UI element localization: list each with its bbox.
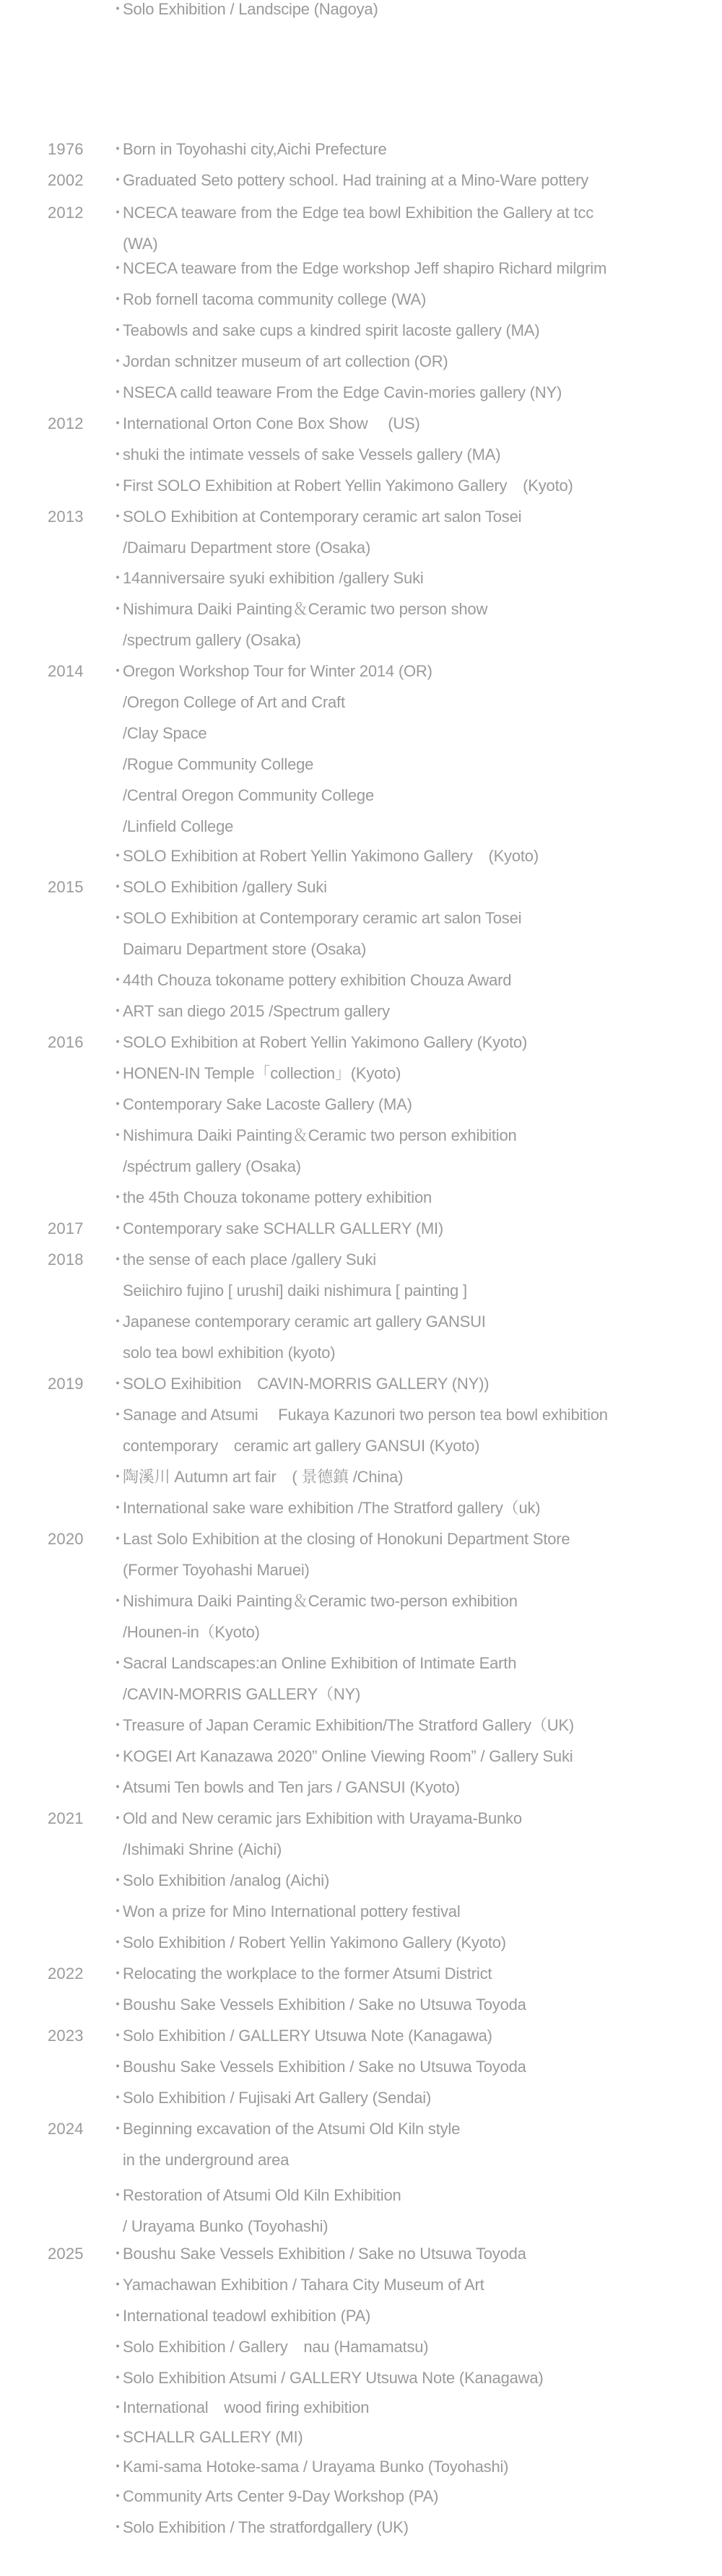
bullet-icon: ・ <box>110 259 126 277</box>
entry-line: Won a prize for Mino International pottery festival <box>123 1902 461 1920</box>
year-label: 1976 <box>48 140 84 158</box>
bullet-icon: ・ <box>110 1747 126 1765</box>
entry-line: Solo Exhibition / Landscipe (Nagoya) <box>123 0 378 18</box>
entry-line: /spectrum gallery (Osaka) <box>123 631 301 649</box>
entry-line: /Clay Space <box>123 724 207 742</box>
entry-line: 14anniversaire syuki exhibition /gallery Suki <box>123 569 424 587</box>
entry-line: SCHALLR GALLERY (MI) <box>123 2428 303 2446</box>
entry-line: Last Solo Exhibition at the closing of Honokuni Department Store <box>123 1530 570 1548</box>
entry-line: Community Arts Center 9-Day Workshop (PA) <box>123 2487 439 2505</box>
entry-line: KOGEI Art Kanazawa 2020” Online Viewing Room” / Gallery Suki <box>123 1747 573 1765</box>
bullet-icon: ・ <box>110 0 126 18</box>
entry-line: Solo Exhibition / The stratfordgallery (UK) <box>123 2518 409 2536</box>
bullet-icon: ・ <box>110 2518 126 2536</box>
bullet-icon: ・ <box>110 1716 126 1734</box>
entry-line: International teadowl exhibition (PA) <box>123 2307 371 2325</box>
entry-line: Treasure of Japan Ceramic Exhibition/The Stratford Gallery（UK) <box>123 1716 575 1734</box>
bullet-icon: ・ <box>110 2276 126 2294</box>
entry-line: Atsumi Ten bowls and Ten jars / GANSUI (Kyoto) <box>123 1778 460 1796</box>
bullet-icon: ・ <box>110 2120 126 2138</box>
year-label: 2018 <box>48 1250 84 1269</box>
entry-line: Japanese contemporary ceramic art gallery GANSUI <box>123 1313 486 1331</box>
bullet-icon: ・ <box>110 1313 126 1331</box>
entry-line: /Ishimaki Shrine (Aichi) <box>123 1840 282 1858</box>
bullet-icon: ・ <box>110 1250 126 1269</box>
entry-line: Solo Exhibition / Gallery nau (Hamamatsu) <box>123 2338 429 2356</box>
bullet-icon: ・ <box>110 1375 126 1393</box>
entry-line: Beginning excavation of the Atsumi Old Kiln style <box>123 2120 461 2138</box>
bullet-icon: ・ <box>110 1219 126 1237</box>
year-label: 2014 <box>48 662 84 680</box>
entry-line: /Linfield College <box>123 817 234 835</box>
year-label: 2015 <box>48 878 84 896</box>
entry-line: Daimaru Department store (Osaka) <box>123 940 367 958</box>
bullet-icon: ・ <box>110 1095 126 1113</box>
entry-line: Contemporary Sake Lacoste Gallery (MA) <box>123 1095 412 1113</box>
entry-line: Yamachawan Exhibition / Tahara City Museum of Art <box>123 2276 484 2294</box>
bullet-icon: ・ <box>110 321 126 339</box>
bullet-icon: ・ <box>110 171 126 189</box>
bullet-icon: ・ <box>110 1002 126 1020</box>
entry-line: (Former Toyohashi Maruei) <box>123 1561 310 1579</box>
bullet-icon: ・ <box>110 1530 126 1548</box>
entry-line: Relocating the workplace to the former Atsumi District <box>123 1964 492 1983</box>
bullet-icon: ・ <box>110 2027 126 2045</box>
bullet-icon: ・ <box>110 600 126 618</box>
entry-line: NCECA teaware from the Edge tea bowl Exhibition the Gallery at tcc <box>123 204 594 222</box>
entry-line: SOLO Exihibition CAVIN-MORRIS GALLERY (NY)) <box>123 1375 490 1393</box>
bullet-icon: ・ <box>110 2398 126 2416</box>
year-label: 2020 <box>48 1530 84 1548</box>
entry-line: Boushu Sake Vessels Exhibition / Sake no Utsuwa Toyoda <box>123 2245 526 2263</box>
bullet-icon: ・ <box>110 508 126 526</box>
entry-line: International Orton Cone Box Show (US) <box>123 414 420 432</box>
entry-line: Nishimura Daiki Painting＆Ceramic two person exhibition <box>123 1126 517 1144</box>
bullet-icon: ・ <box>110 1964 126 1983</box>
year-label: 2013 <box>48 508 84 526</box>
entry-line: (WA) <box>123 235 158 253</box>
bullet-icon: ・ <box>110 1902 126 1920</box>
entry-line: Sanage and Atsumi Fukaya Kazunori two person tea bowl exhibition <box>123 1406 608 1424</box>
bullet-icon: ・ <box>110 2487 126 2505</box>
bullet-icon: ・ <box>110 1778 126 1796</box>
entry-line: Solo Exhibition / GALLERY Utsuwa Note (Kanagawa) <box>123 2027 492 2045</box>
entry-line: shuki the intimate vessels of sake Vessels gallery (MA) <box>123 445 501 464</box>
entry-line: /Rogue Community College <box>123 755 314 773</box>
entry-line: Solo Exhibition Atsumi / GALLERY Utsuwa Note (Kanagawa) <box>123 2369 544 2387</box>
entry-line: / Urayama Bunko (Toyohashi) <box>123 2217 329 2235</box>
bullet-icon: ・ <box>110 2338 126 2356</box>
bullet-icon: ・ <box>110 2307 126 2325</box>
entry-line: Restoration of Atsumi Old Kiln Exhibition <box>123 2186 401 2204</box>
entry-line: contemporary ceramic art gallery GANSUI (Kyoto) <box>123 1437 480 1455</box>
year-label: 2023 <box>48 2027 84 2045</box>
entry-line: Oregon Workshop Tour for Winter 2014 (OR) <box>123 662 432 680</box>
bullet-icon: ・ <box>110 445 126 464</box>
bullet-icon: ・ <box>110 1996 126 2014</box>
bullet-icon: ・ <box>110 290 126 308</box>
bullet-icon: ・ <box>110 1933 126 1951</box>
bullet-icon: ・ <box>110 847 126 865</box>
entry-line: /spéctrum gallery (Osaka) <box>123 1157 301 1175</box>
year-label: 2025 <box>48 2245 84 2263</box>
bullet-icon: ・ <box>110 204 126 222</box>
entry-line: Born in Toyohashi city,Aichi Prefecture <box>123 140 387 158</box>
entry-line: 陶溪川 Autumn art fair ( 景德鎮 /China) <box>123 1468 404 1486</box>
year-label: 2012 <box>48 414 84 432</box>
entry-line: Teabowls and sake cups a kindred spirit lacoste gallery (MA) <box>123 321 540 339</box>
entry-line: SOLO Exhibition at Robert Yellin Yakimono Gallery (Kyoto) <box>123 1033 528 1051</box>
bullet-icon: ・ <box>110 1592 126 1610</box>
entry-line: SOLO Exhibition at Robert Yellin Yakimono Gallery (Kyoto) <box>123 847 539 865</box>
bullet-icon: ・ <box>110 1188 126 1206</box>
year-label: 2024 <box>48 2120 84 2138</box>
bullet-icon: ・ <box>110 909 126 927</box>
entry-line: Graduated Seto pottery school. Had training at a Mino-Ware pottery <box>123 171 589 189</box>
entry-line: solo tea bowl exhibition (kyoto) <box>123 1344 336 1362</box>
entry-line: /Central Oregon Community College <box>123 786 374 804</box>
bullet-icon: ・ <box>110 1033 126 1051</box>
entry-line: Sacral Landscapes:an Online Exhibition of Intimate Earth <box>123 1654 517 1672</box>
bullet-icon: ・ <box>110 2245 126 2263</box>
entry-line: Solo Exhibition /analog (Aichi) <box>123 1871 330 1889</box>
entry-line: /Daimaru Department store (Osaka) <box>123 539 371 557</box>
entry-line: 44th Chouza tokoname pottery exhibition Chouza Award <box>123 971 512 989</box>
entry-line: /CAVIN-MORRIS GALLERY（NY) <box>123 1685 361 1703</box>
bullet-icon: ・ <box>110 1126 126 1144</box>
entry-line: /Hounen-in（Kyoto) <box>123 1623 260 1641</box>
entry-line: Rob fornell tacoma community college (WA) <box>123 290 427 308</box>
bullet-icon: ・ <box>110 2089 126 2107</box>
entry-line: International sake ware exhibition /The Stratford gallery（uk) <box>123 1499 541 1517</box>
bullet-icon: ・ <box>110 2369 126 2387</box>
entry-line: Solo Exhibition / Robert Yellin Yakimono Gallery (Kyoto) <box>123 1933 506 1951</box>
entry-line: Contemporary sake SCHALLR GALLERY (MI) <box>123 1219 443 1237</box>
bullet-icon: ・ <box>110 1871 126 1889</box>
year-label: 2022 <box>48 1964 84 1983</box>
entry-line: NSECA calld teaware From the Edge Cavin-mories gallery (NY) <box>123 383 562 401</box>
bullet-icon: ・ <box>110 2428 126 2446</box>
year-label: 2017 <box>48 1219 84 1237</box>
entry-line: Old and New ceramic jars Exhibition with Urayama-Bunko <box>123 1809 522 1827</box>
bullet-icon: ・ <box>110 1064 126 1082</box>
bullet-icon: ・ <box>110 1499 126 1517</box>
year-label: 2002 <box>48 171 84 189</box>
entry-line: the sense of each place /gallery Suki <box>123 1250 376 1269</box>
bullet-icon: ・ <box>110 1468 126 1486</box>
entry-line: ART san diego 2015 /Spectrum gallery <box>123 1002 390 1020</box>
bullet-icon: ・ <box>110 414 126 432</box>
entry-line: NCECA teaware from the Edge workshop Jeff shapiro Richard milgrim <box>123 259 607 277</box>
entry-line: SOLO Exhibition at Contemporary ceramic art salon Tosei <box>123 909 522 927</box>
bullet-icon: ・ <box>110 662 126 680</box>
year-label: 2016 <box>48 1033 84 1051</box>
entry-line: Seiichiro fujino [ urushi] daiki nishimura [ painting ] <box>123 1282 467 1300</box>
entry-line: International wood firing exhibition <box>123 2398 370 2416</box>
bullet-icon: ・ <box>110 2186 126 2204</box>
bullet-icon: ・ <box>110 971 126 989</box>
entry-line: SOLO Exhibition at Contemporary ceramic art salon Tosei <box>123 508 522 526</box>
bullet-icon: ・ <box>110 1654 126 1672</box>
entry-line: Nishimura Daiki Painting＆Ceramic two-person exhibition <box>123 1592 518 1610</box>
entry-line: Solo Exhibition / Fujisaki Art Gallery (Sendai) <box>123 2089 432 2107</box>
bullet-icon: ・ <box>110 569 126 587</box>
bullet-icon: ・ <box>110 383 126 401</box>
entry-line: First SOLO Exhibition at Robert Yellin Yakimono Gallery (Kyoto) <box>123 477 573 495</box>
bullet-icon: ・ <box>110 2058 126 2076</box>
entry-line: SOLO Exhibition /gallery Suki <box>123 878 327 896</box>
bullet-icon: ・ <box>110 1809 126 1827</box>
entry-line: the 45th Chouza tokoname pottery exhibition <box>123 1188 432 1206</box>
bullet-icon: ・ <box>110 477 126 495</box>
entry-line: in the underground area <box>123 2151 290 2169</box>
bullet-icon: ・ <box>110 2458 126 2476</box>
bullet-icon: ・ <box>110 1406 126 1424</box>
bullet-icon: ・ <box>110 878 126 896</box>
entry-line: /Oregon College of Art and Craft <box>123 693 345 711</box>
entry-line: Boushu Sake Vessels Exhibition / Sake no Utsuwa Toyoda <box>123 1996 526 2014</box>
entry-line: Nishimura Daiki Painting＆Ceramic two person show <box>123 600 488 618</box>
bullet-icon: ・ <box>110 140 126 158</box>
year-label: 2021 <box>48 1809 84 1827</box>
entry-line: Jordan schnitzer museum of art collection (OR) <box>123 352 448 370</box>
entry-line: Kami-sama Hotoke-sama / Urayama Bunko (Toyohashi) <box>123 2458 509 2476</box>
year-label: 2019 <box>48 1375 84 1393</box>
entry-line: HONEN-IN Temple「collection」(Kyoto) <box>123 1064 401 1082</box>
bullet-icon: ・ <box>110 352 126 370</box>
entry-line: Boushu Sake Vessels Exhibition / Sake no Utsuwa Toyoda <box>123 2058 526 2076</box>
year-label: 2012 <box>48 204 84 222</box>
